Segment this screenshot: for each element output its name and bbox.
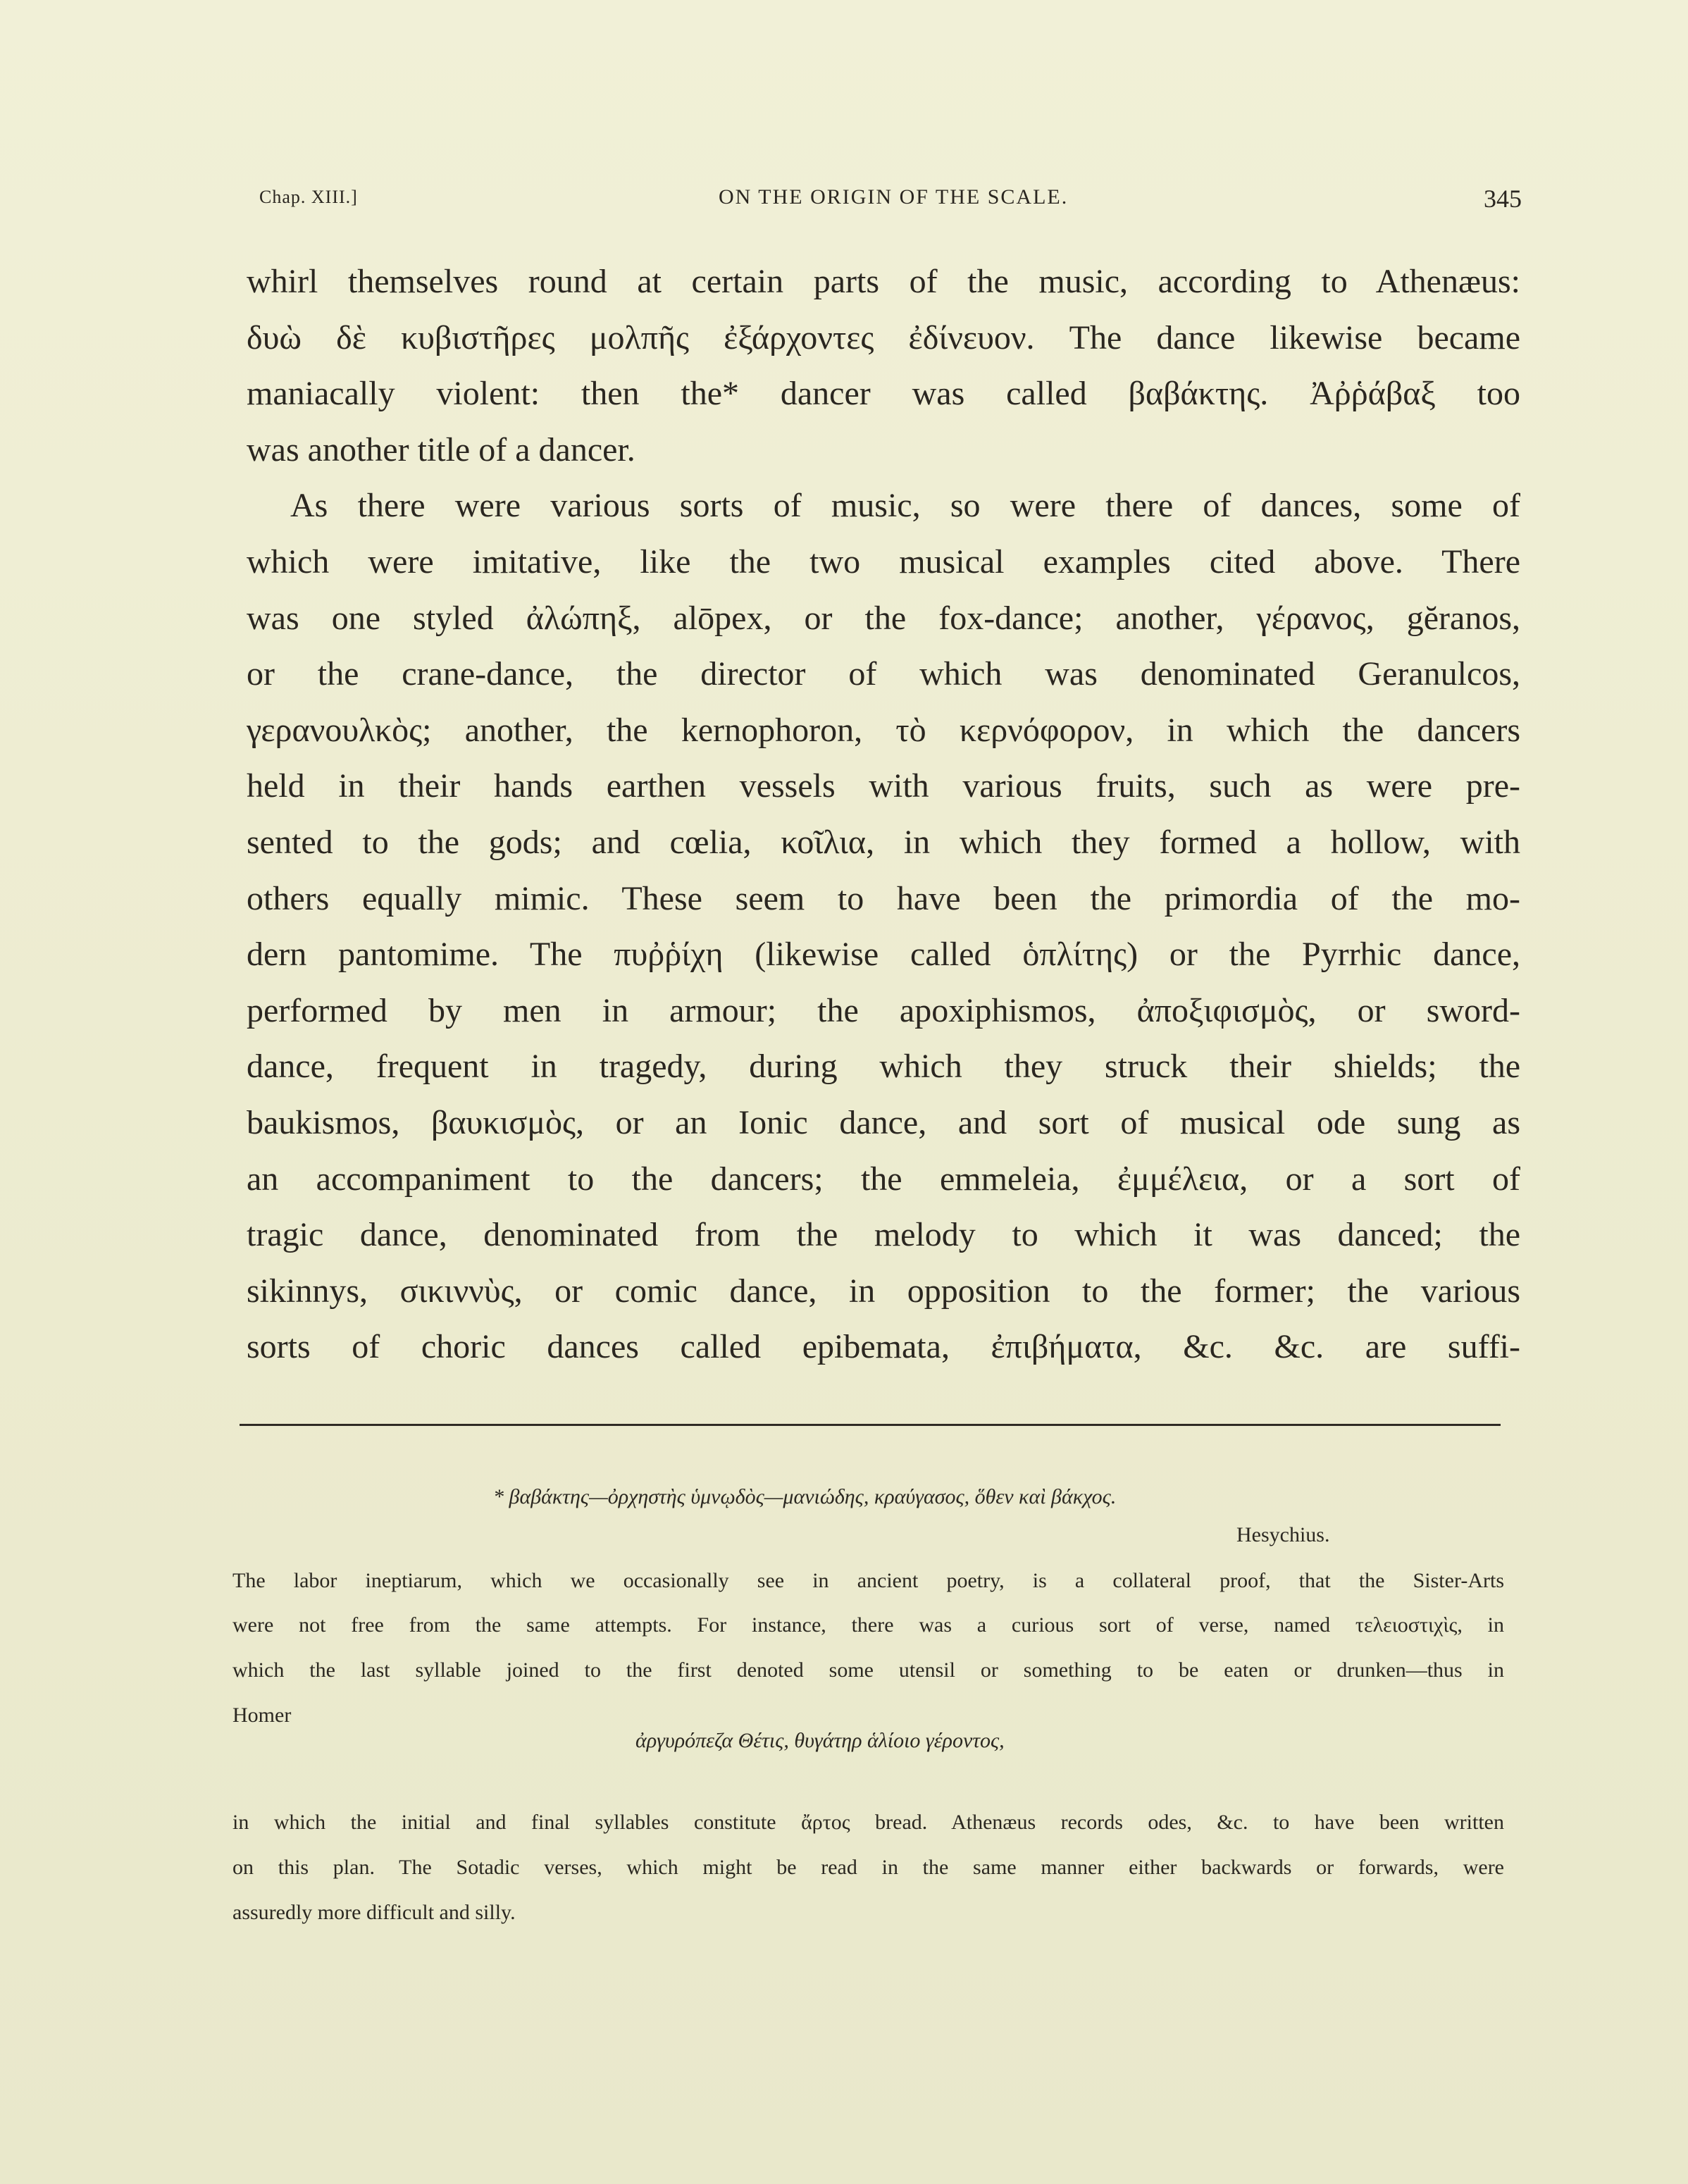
footnote-divider xyxy=(240,1424,1501,1426)
running-title: ON THE ORIGIN OF THE SCALE. xyxy=(719,185,1069,209)
footnote-line: in which the initial and final syllables constitute ἄρτος bread. Athenæus records odes, &c. to have been written xyxy=(232,1811,1504,1834)
footnote-line: which the last syllable joined to the first denoted some utensil or something to be eaten or drunken—thus in xyxy=(232,1658,1504,1682)
text-line: held in their hands earthen vessels with various fruits, such as were pre- xyxy=(247,767,1520,805)
text-line: As there were various sorts of music, so were there of dances, some of xyxy=(290,487,1520,525)
footnote-star-line: * βαβάκτης—ὀρχηστὴς ὑμνῳδὸς—μανιώδης, κραύγασος, ὅθεν καὶ βάκχος. xyxy=(493,1485,1117,1508)
text-line: γερανουλκὸς; another, the kernophoron, τὸ κερνόφορον, in which the dancers xyxy=(247,711,1520,749)
text-line: others equally mimic. These seem to have been the primordia of the mo- xyxy=(247,879,1520,917)
running-header xyxy=(254,180,1522,222)
chapter-label: Chap. XIII.] xyxy=(259,187,358,207)
text-line: dern pantomime. The πυῤῥίχη (likewise called ὁπλίτης) or the Pyrrhic dance, xyxy=(247,936,1520,974)
page-number: 345 xyxy=(1484,185,1522,213)
text-line: maniacally violent: then the* dancer was called βαβάκτης. Ἀῤῥάβαξ too xyxy=(247,375,1520,413)
footnote-verse: ἀργυρόπεζα Θέτις, θυγάτηρ ἁλίοιο γέροντος, xyxy=(635,1729,1005,1752)
footnote-attribution: Hesychius. xyxy=(1236,1523,1330,1546)
footnote-line: on this plan. The Sotadic verses, which might be read in the same manner either backwards or forwards, were xyxy=(232,1856,1504,1879)
text-line: or the crane-dance, the director of which was denominated Geranulcos, xyxy=(247,655,1520,693)
text-line: δυὼ δὲ κυβιστῆρες μολπῆς ἐξάρχοντες ἐδίνευον. The dance likewise became xyxy=(247,318,1520,356)
main-text xyxy=(247,254,1520,1375)
footnote-line: The labor ineptiarum, which we occasionally see in ancient poetry, is a collateral proof, that the Sister-Arts xyxy=(232,1569,1504,1592)
text-line: performed by men in armour; the apoxiphismos, ἀποξιφισμὸς, or sword- xyxy=(247,991,1520,1029)
text-line: sented to the gods; and cœlia, κοῖλια, in which they formed a hollow, with xyxy=(247,823,1520,861)
text-line: an accompaniment to the dancers; the emmeleia, ἐμμέλεια, or a sort of xyxy=(247,1160,1520,1198)
text-line: baukismos, βαυκισμὸς, or an Ionic dance, and sort of musical ode sung as xyxy=(247,1103,1520,1141)
footnote-line: were not free from the same attempts. For instance, there was a curious sort of verse, named τελειοστιχὶς, in xyxy=(232,1613,1504,1637)
text-line: which were imitative, like the two musical examples cited above. There xyxy=(247,542,1520,581)
text-line: sorts of choric dances called epibemata, ἐπιβήματα, &c. &c. are suffi- xyxy=(247,1328,1520,1366)
text-line: dance, frequent in tragedy, during which they struck their shields; the xyxy=(247,1048,1520,1086)
footnote-line: Homer xyxy=(232,1704,292,1727)
text-line: tragic dance, denominated from the melody to which it was danced; the xyxy=(247,1216,1520,1254)
text-line: was one styled ἀλώπηξ, alōpex, or the fox-dance; another, γέρανος, gĕranos, xyxy=(247,599,1520,637)
text-line: was another title of a dancer. xyxy=(247,430,635,469)
text-line: whirl themselves round at certain parts of the music, according to Athenæus: xyxy=(247,263,1520,300)
text-line: sikinnys, σικιννὺς, or comic dance, in opposition to the former; the various xyxy=(247,1272,1520,1310)
footnote-line: assuredly more difficult and silly. xyxy=(232,1901,516,1924)
